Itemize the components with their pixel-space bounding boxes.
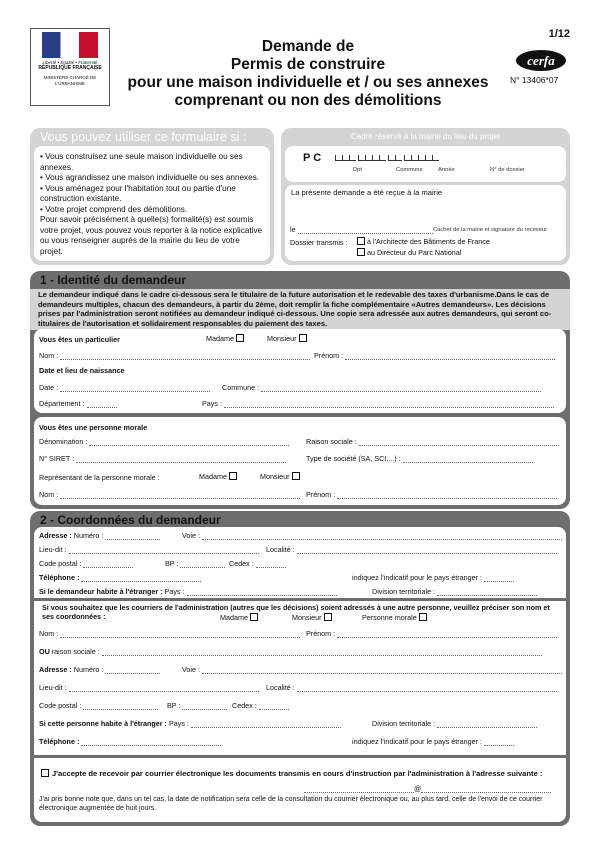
autre-localite-field[interactable] (297, 685, 557, 692)
etranger-pays-field[interactable] (187, 589, 337, 596)
autre-telephone-field[interactable] (81, 739, 221, 746)
autre-numero-field[interactable] (105, 667, 160, 674)
numero-field[interactable] (105, 533, 160, 540)
division-field[interactable] (437, 589, 537, 596)
voie-field[interactable] (202, 533, 562, 540)
cerfa-logo: cerfa (516, 50, 566, 71)
section1-panel (30, 271, 570, 509)
departement-field[interactable] (87, 401, 117, 408)
email-consent-checkbox[interactable] (41, 769, 49, 777)
parc-checkbox[interactable] (357, 248, 365, 256)
marianne-icon (42, 32, 98, 58)
email-user-field[interactable] (304, 786, 414, 793)
autre-morale-checkbox[interactable] (419, 613, 427, 621)
autre-monsieur-checkbox[interactable] (324, 613, 332, 621)
pc-number-field[interactable] (335, 154, 439, 163)
rep-nom-field[interactable] (60, 492, 300, 499)
autre-lieudit-field[interactable] (69, 685, 259, 692)
rep-monsieur-checkbox[interactable] (292, 472, 300, 480)
siret-field[interactable] (76, 456, 286, 463)
autre-madame-checkbox[interactable] (250, 613, 258, 621)
section1-intro: Le demandeur indiqué dans le cadre ci-dessous sera le titulaire de la future autorisation et le redevable des taxes d'urbanisme.Dans le cas de demandeurs multiples, chacun des demandeurs, à partir du 2ème, doit remplir la fiche complémentaire «Autres demandeurs». Les décisions prises par l'administration seront notifiées au demandeur indiqué ci-dessous. Une copie sera adressée aux autres demandeurs, qui seront co-titulaires de l'autorisation et solidairement responsables du paiement des taxes. (30, 289, 570, 330)
mairie-heading: Cadre réservé à la mairie du lieu du projet (351, 132, 500, 141)
birth-date-field[interactable] (60, 385, 210, 392)
logo-republic: RÉPUBLIQUE FRANÇAISE (38, 65, 102, 71)
autre-voie-field[interactable] (202, 667, 562, 674)
rep-madame-checkbox[interactable] (229, 472, 237, 480)
telephone-field[interactable] (81, 575, 201, 582)
indicatif-field[interactable] (484, 575, 514, 582)
page-number: 1/12 (548, 28, 570, 40)
autre-cedex-field[interactable] (259, 703, 289, 710)
bp-field[interactable] (180, 561, 225, 568)
type-societe-field[interactable] (403, 456, 533, 463)
section1-title: 1 - Identité du demandeur (40, 273, 187, 287)
morale-box: Vous êtes une personne morale Dénomination : Raison sociale : N° SIRET : Type de société (SA, SCI,...) : Représentant de la personne morale : Madame Monsieur Nom : Prénom : (34, 417, 566, 505)
cp-field[interactable] (83, 561, 133, 568)
denomination-field[interactable] (89, 439, 289, 446)
localite-field[interactable] (297, 547, 557, 554)
autre-bp-field[interactable] (182, 703, 227, 710)
autre-division-field[interactable] (437, 721, 537, 728)
birth-commune-field[interactable] (261, 385, 541, 392)
madame-checkbox[interactable] (236, 334, 244, 342)
autre-nom-field[interactable] (60, 631, 300, 638)
particulier-box: Vous êtes un particulier Madame Monsieur Nom : Prénom : Date et lieu de naissance Date : Commune : Département : Pays : (34, 329, 566, 413)
prenom-field[interactable] (345, 353, 555, 360)
email-domain-field[interactable] (421, 786, 551, 793)
coordonnees-box: Adresse : Numéro : Voie : Lieu-dit : Localité : Code postal : BP : Cedex : Téléphone : indiquez l'indicatif pour le pays étranger : Si le demandeur habite à l'étranger : Pays : Division territoriale : Si vous souhaitez que les courriers de l'administration (autres que les décisions) soient adressés à une autre personne, veuillez préciser son nom et ses coordonnées : Madame Monsieur Personne morale Nom : Prénom : OU raison sociale : Adresse : Numéro : Voie : Lieu-dit : Localité : Code postal : BP : Cedex : Si cette personne habite à l'étranger : Pays : Division territoriale : Téléphone : indiquez l'indicatif pour le pays étranger : J'accepte de recevoir par courrier électronique les documents transmis en cours d'instruction par l'administration à l'adresse suivante : @ J'ai pris bonne note que, dans un tel cas, la date de notification sera celle de la consultation du courrier électronique ou, au plus tard, celle de l'envoi de ce courrier électronique augmentée de huit jours. (34, 527, 566, 822)
logo-motto: Liberté • Égalité • Fraternité (42, 60, 98, 65)
reception-date-field[interactable] (298, 227, 433, 234)
logo-ministry: MINISTÈRE CHARGÉ DE L'URBANISME (43, 75, 97, 86)
autre-etranger-pays-field[interactable] (191, 721, 341, 728)
section2-title: 2 - Coordonnées du demandeur (40, 513, 221, 527)
mairie-panel: Cadre réservé à la mairie du lieu du projet P C Dpt Commune Année N° de dossier La présente demande a été reçue à la mairie le Cachet de la mairie et signature du receveur Dossier transmis : à l'Architecte des Bâtiments de France au Directeur du Parc National (281, 128, 570, 265)
raison-sociale-field[interactable] (359, 439, 559, 446)
cedex-field[interactable] (256, 561, 286, 568)
intro-list: • Vous construisez une seule maison individuelle ou ses annexes. • Vous agrandissez une maison individuelle ou ses annexes. • Vous aménagez pour l'habitation tout ou partie d'une construction existante. • Votre projet comprend des démolitions. Pour savoir précisément à quelle(s) formalité(s) est soumis votre projet, vous pouvez vous reporter à la notice explicative ou vous renseigner auprès de la mairie du lieu de votre projet. (40, 152, 263, 256)
abf-checkbox[interactable] (357, 237, 365, 245)
intro-heading: Vous pouvez utiliser ce formulaire si : (40, 130, 247, 144)
cerfa-number: N° 13406*07 (510, 75, 559, 85)
autre-raison-field[interactable] (102, 649, 542, 656)
monsieur-checkbox[interactable] (299, 334, 307, 342)
nom-field[interactable] (60, 353, 310, 360)
form-title: Demande de Permis de construire pour une maison individuelle et / ou ses annexes comprenant ou non des démolitions (127, 38, 489, 109)
section2-panel (30, 511, 570, 826)
rep-prenom-field[interactable] (337, 492, 557, 499)
autre-cp-field[interactable] (83, 703, 158, 710)
intro-panel (30, 128, 274, 265)
autre-indicatif-field[interactable] (484, 739, 514, 746)
birth-pays-field[interactable] (224, 401, 554, 408)
lieudit-field[interactable] (69, 547, 259, 554)
autre-prenom-field[interactable] (337, 631, 557, 638)
pc-label: P C (303, 152, 322, 164)
republic-logo (30, 28, 110, 106)
email-note: J'ai pris bonne note que, dans un tel cas, la date de notification sera celle de la consultation du courrier électronique ou, au plus tard, celle de l'envoi de ce courrier électronique augmentée de huit jours. (39, 796, 543, 812)
